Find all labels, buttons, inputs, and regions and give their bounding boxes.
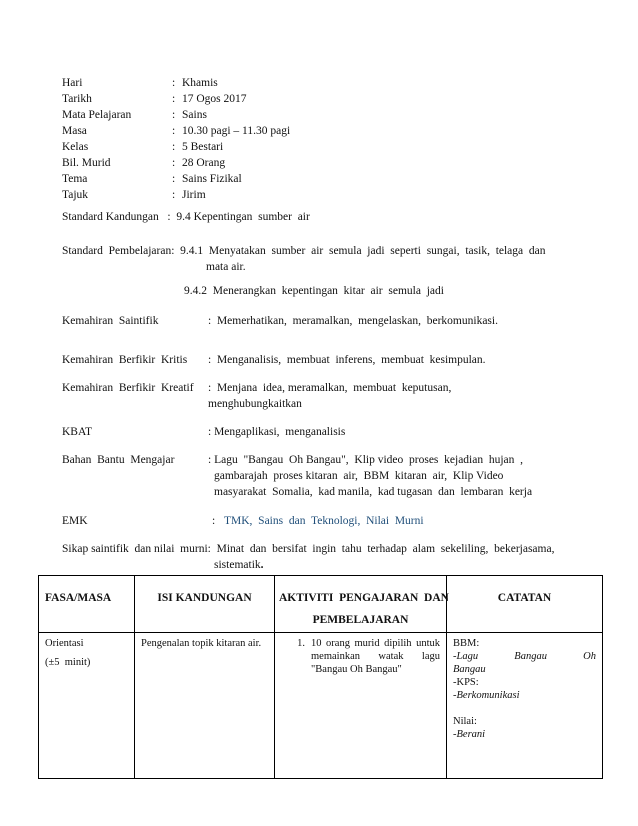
cell-fasa bbox=[39, 633, 135, 779]
emk-label: EMK bbox=[62, 515, 88, 527]
meta-value: 17 Ogos 2017 bbox=[182, 93, 247, 105]
standard-pembelajaran-line2: mata air. bbox=[206, 261, 246, 273]
kemahiran-kreatif-value-1: : Menjana idea, meramalkan, membuat keputusan, bbox=[208, 382, 452, 394]
cell-aktiviti bbox=[275, 633, 447, 779]
kemahiran-saintifik-value: : Memerhatikan, meramalkan, mengelaskan, berkomunikasi. bbox=[208, 315, 498, 327]
header-aktiviti-line1: AKTIVITI PENGAJARAN DAN bbox=[279, 592, 449, 604]
sikap-line2 bbox=[214, 557, 264, 573]
fasa-name: Orientasi bbox=[45, 638, 84, 649]
bbm-line1: : Lagu "Bangau Oh Bangau", Klip video proses kejadian hujan , bbox=[208, 454, 524, 466]
kemahiran-kreatif-label: Kemahiran Berfikir Kreatif bbox=[62, 382, 194, 394]
meta-colon: : bbox=[172, 189, 176, 201]
table-row bbox=[39, 633, 603, 779]
meta-label: Hari bbox=[62, 77, 83, 89]
kbat-label: KBAT bbox=[62, 426, 93, 438]
meta-colon: : bbox=[172, 141, 176, 153]
cell-isi bbox=[135, 633, 275, 779]
kemahiran-kritis-label: Kemahiran Berfikir Kritis bbox=[62, 354, 188, 366]
header-aktiviti-line2: PEMBELAJARAN bbox=[312, 614, 409, 626]
song-word-3: Oh bbox=[583, 651, 596, 662]
meta-colon: : bbox=[172, 125, 176, 137]
meta-label: Tajuk bbox=[62, 189, 89, 201]
sikap-line2-period: . bbox=[260, 559, 264, 571]
sikap-line1: Sikap saintifik dan nilai murni: Minat dan bersifat ingin tahu terhadap alam sekeliling, bekerjasama, bbox=[62, 543, 555, 555]
activity-number: 1. bbox=[297, 638, 305, 649]
nilai-label: Nilai: bbox=[453, 716, 477, 727]
lesson-activity-table bbox=[38, 575, 603, 779]
song-word-1: -Lagu bbox=[453, 651, 479, 662]
isi-text: Pengenalan topik kitaran air. bbox=[141, 638, 262, 649]
meta-colon: : bbox=[172, 93, 176, 105]
kps-label: -KPS: bbox=[453, 677, 479, 688]
meta-value: Khamis bbox=[182, 77, 218, 89]
emk-colon: : bbox=[212, 515, 216, 527]
meta-label: Mata Pelajaran bbox=[62, 109, 132, 121]
meta-colon: : bbox=[172, 77, 176, 89]
activity-text: 10 orang murid dipilih untuk memainkan watak lagu "Bangau Oh Bangau" bbox=[311, 638, 440, 675]
meta-value: 10.30 pagi – 11.30 pagi bbox=[182, 125, 291, 137]
meta-value: Sains Fizikal bbox=[182, 173, 242, 185]
fasa-time: (±5 minit) bbox=[45, 657, 91, 668]
meta-colon: : bbox=[172, 109, 176, 121]
kemahiran-saintifik-label: Kemahiran Saintifik bbox=[62, 315, 159, 327]
header-fasa-masa: FASA/MASA bbox=[39, 576, 135, 633]
meta-colon: : bbox=[172, 173, 176, 185]
meta-colon: : bbox=[172, 157, 176, 169]
standard-pembelajaran-line1: Standard Pembelajaran: 9.4.1 Menyatakan sumber air semula jadi seperti sungai, tasik, telaga dan bbox=[62, 245, 546, 257]
meta-value: 5 Bestari bbox=[182, 141, 224, 153]
bbm-line2: gambarajah proses kitaran air, BBM kitaran air, Klip Video bbox=[214, 470, 504, 482]
song-word-4: Bangau bbox=[453, 664, 486, 675]
kbat-value: : Mengaplikasi, menganalisis bbox=[208, 426, 346, 438]
kemahiran-kreatif-value-2: menghubungkaitkan bbox=[208, 398, 302, 410]
sikap-line2-text: sistematik bbox=[214, 559, 261, 571]
standard-kandungan: Standard Kandungan : 9.4 Kepentingan sumber air bbox=[62, 211, 310, 223]
kps-value: -Berkomunikasi bbox=[453, 690, 520, 701]
bbm-label: Bahan Bantu Mengajar bbox=[62, 454, 175, 466]
bbm-note-label: BBM: bbox=[453, 638, 480, 649]
meta-label: Tarikh bbox=[62, 93, 92, 105]
table-header-row bbox=[39, 576, 603, 633]
bbm-line3: masyarakat Somalia, kad manila, kad tugasan dan lembaran kerja bbox=[214, 486, 533, 498]
meta-label: Kelas bbox=[62, 141, 89, 153]
standard-pembelajaran-line3: 9.4.2 Menerangkan kepentingan kitar air semula jadi bbox=[184, 285, 444, 297]
header-isi-kandungan: ISI KANDUNGAN bbox=[135, 576, 275, 633]
header-aktiviti bbox=[275, 576, 447, 633]
cell-catatan bbox=[447, 633, 603, 779]
header-catatan: CATATAN bbox=[447, 576, 603, 633]
meta-label: Tema bbox=[62, 173, 88, 185]
meta-label: Masa bbox=[62, 125, 87, 137]
meta-value: 28 Orang bbox=[182, 157, 226, 169]
song-word-2: Bangau bbox=[514, 651, 547, 662]
meta-value: Sains bbox=[182, 109, 207, 121]
meta-value: Jirim bbox=[182, 189, 206, 201]
activity-item bbox=[281, 637, 440, 676]
kemahiran-kritis-value: : Menganalisis, membuat inferens, membuat kesimpulan. bbox=[208, 354, 486, 366]
emk-value: TMK, Sains dan Teknologi, Nilai Murni bbox=[224, 515, 424, 527]
nilai-value: -Berani bbox=[453, 729, 486, 740]
meta-label: Bil. Murid bbox=[62, 157, 111, 169]
bbm-note-song bbox=[453, 650, 596, 663]
